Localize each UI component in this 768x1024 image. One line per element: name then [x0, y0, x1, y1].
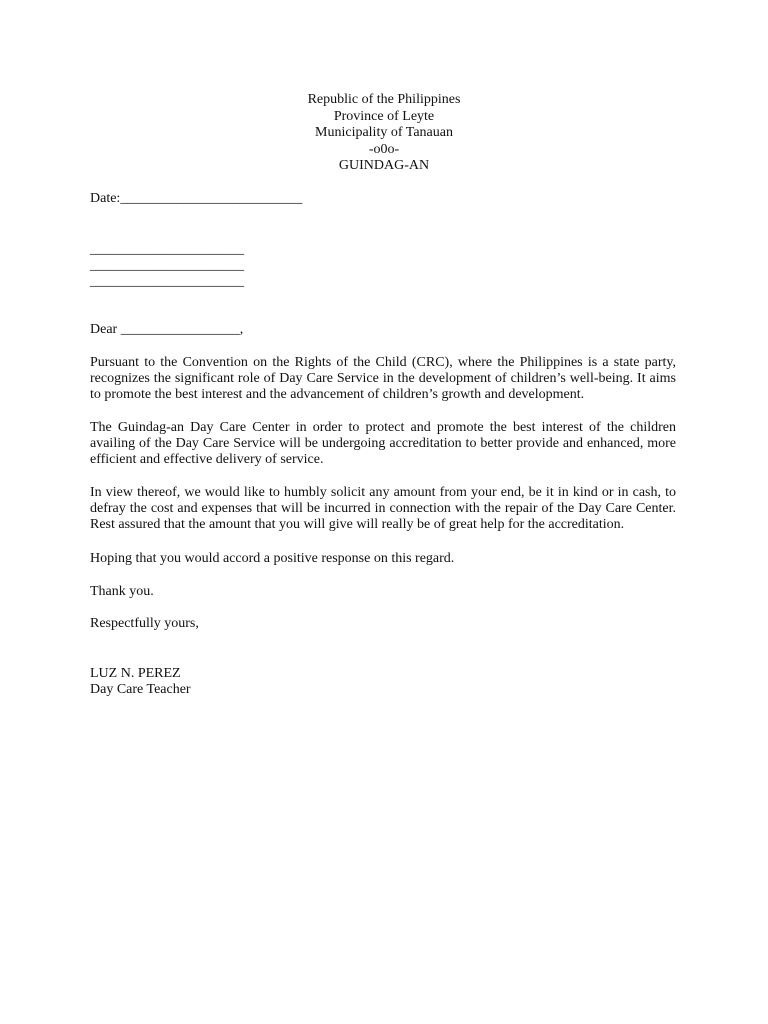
address-line-1: ______________________: [90, 242, 244, 257]
date-line: Date:__________________________: [90, 191, 303, 206]
letterhead-separator: -o0o-: [368, 141, 400, 157]
letterhead: [0, 92, 768, 175]
salutation: Dear _________________,: [90, 322, 244, 337]
letterhead-country: Republic of the Philippines: [307, 92, 461, 107]
body-paragraph-3: In view thereof, we would like to humbly solicit any amount from your end, be it in kind or in cash, to defray the cost and expenses that will be incurred in connection with the repair of the Day Care Center. Rest assured that the amount that you will give will really be of great help for the accreditation.: [90, 485, 676, 533]
signatory-name: LUZ N. PEREZ: [90, 666, 181, 681]
body-paragraph-1: Pursuant to the Convention on the Rights of the Child (CRC), where the Philippines is a state party, recognizes the significant role of Day Care Service in the development of children’s well-being. It aims to promote the best interest and the advancement of children’s growth and development.: [90, 355, 676, 403]
address-line-3: ______________________: [90, 274, 244, 289]
complimentary-close: Respectfully yours,: [90, 616, 199, 631]
closing-paragraph: Hoping that you would accord a positive response on this regard.: [90, 551, 455, 566]
letterhead-barangay: GUINDAG-AN: [338, 158, 430, 173]
signatory-title: Day Care Teacher: [90, 682, 191, 697]
letterhead-municipality: Municipality of Tanauan: [315, 125, 453, 140]
letterhead-province: Province of Leyte: [333, 108, 435, 124]
body-paragraph-2: The Guindag-an Day Care Center in order to protect and promote the best interest of the children availing of the Day Care Service will be undergoing accreditation to better provide and enhanced, more efficient and effective delivery of service.: [90, 420, 676, 468]
thank-you-line: Thank you.: [90, 584, 154, 599]
address-line-2: ______________________: [90, 258, 244, 273]
